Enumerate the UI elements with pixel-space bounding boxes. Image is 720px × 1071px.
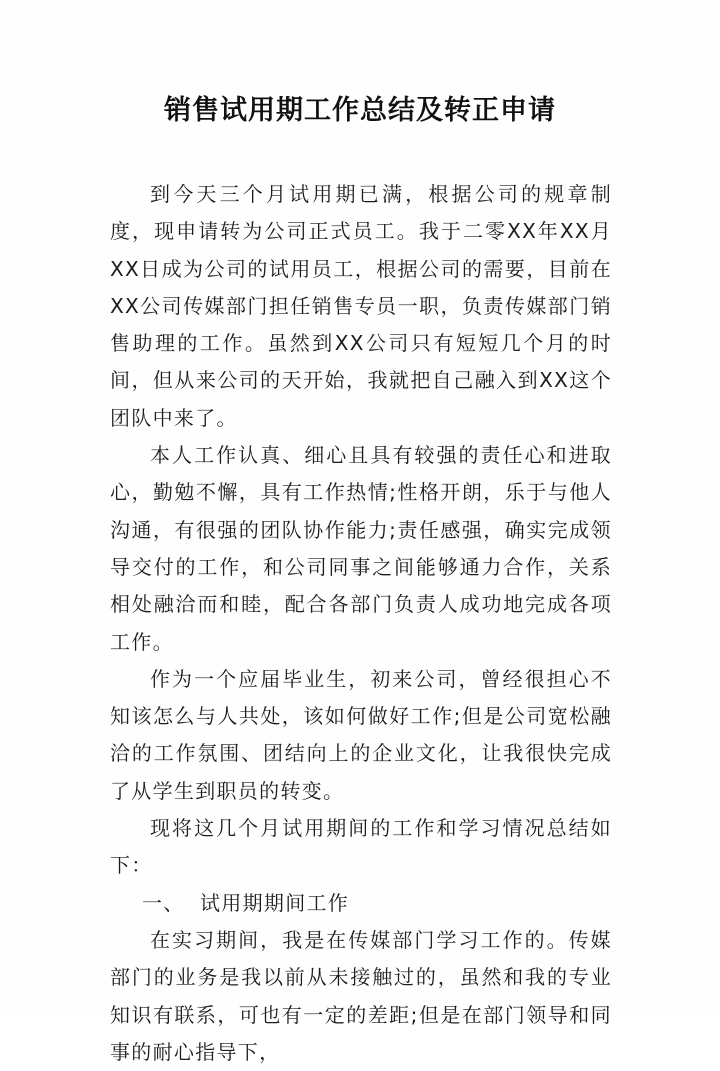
- paragraph-adaptation: 作为一个应届毕业生，初来公司，曾经很担心不知该怎么与人共处，该如何做好工作;但是公司宽松融洽的工作氛围、团结向上的企业文化，让我很快完成了从学生到职员的转变。: [110, 666, 612, 803]
- document-body: [110, 176, 612, 1071]
- document-title: 销售试用期工作总结及转正申请: [164, 95, 556, 126]
- section-title: 试用期期间工作: [200, 890, 350, 915]
- section-heading-1: [110, 885, 612, 922]
- paragraph-internship: 在实习期间，我是在传媒部门学习工作的。传媒部门的业务是我以前从未接触过的，虽然和我的专业知识有联系，可也有一定的差距;但是在部门领导和同事的耐心指导下，: [110, 927, 612, 1064]
- paragraph-summary-lead: 现将这几个月试用期间的工作和学习情况总结如下：: [110, 816, 612, 878]
- paragraph-intro: 到今天三个月试用期已满，根据公司的规章制度，现申请转为公司正式员工。我于二零XX年XX月XX日成为公司的试用员工，根据公司的需要，目前在XX公司传媒部门担任销售专员一职，负责传媒部门销售助理的工作。虽然到XX公司只有短短几个月的时间，但从来公司的天开始，我就把自己融入到XX这个团队中来了。: [110, 182, 612, 430]
- section-number: 一、: [142, 890, 185, 915]
- paragraph-self-assessment: 本人工作认真、细心且具有较强的责任心和进取心，勤勉不懈，具有工作热情;性格开朗，乐于与他人沟通，有很强的团队协作能力;责任感强，确实完成领导交付的工作，和公司同事之间能够通力合作，关系相处融洽而和睦，配合各部门负责人成功地完成各项工作。: [110, 443, 612, 654]
